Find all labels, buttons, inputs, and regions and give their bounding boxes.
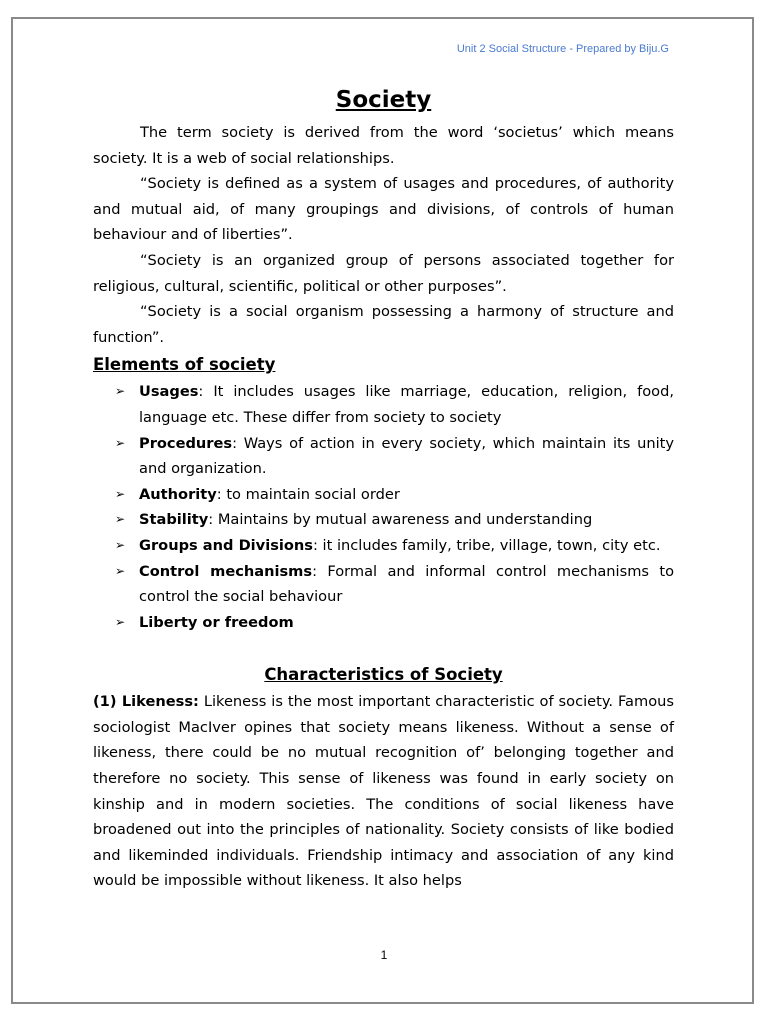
elements-heading: Elements of society	[93, 355, 276, 375]
item-term: Usages	[139, 383, 199, 401]
item-text: : to maintain social order	[216, 485, 400, 503]
elements-list	[93, 379, 674, 635]
intro-paragraph: “Society is defined as a system of usages and procedures, of authority and mutual aid, of many groupings and divisions, of controls of human behaviour and of liberties”.	[93, 175, 674, 244]
list-item	[93, 610, 674, 636]
arrow-bullet-icon: ➢	[115, 486, 126, 501]
item-term: Procedures	[139, 434, 233, 452]
likeness-label: (1) Likeness:	[93, 693, 199, 711]
arrow-bullet-icon: ➢	[115, 512, 126, 527]
header-note: Unit 2 Social Structure - Prepared by Biju.G	[456, 43, 669, 55]
likeness-paragraph	[93, 689, 674, 894]
arrow-bullet-icon: ➢	[115, 537, 126, 552]
list-item	[93, 431, 674, 482]
item-text: : Ways of action in every society, which maintain its unity and organization.	[139, 434, 674, 478]
likeness-text: Likeness is the most important characteristic of society. Famous sociologist MacIver opines that society means likeness. Without a sense of likeness, there could be no mutual recognition of’ belonging together and therefore no society. This sense of likeness was found in early society on kinship and in modern societies. The conditions of social likeness have broadened out into the principles of nationality. Society consists of like bodied and likeminded individuals. Friendship intimacy and association of any kind would be impossible without likeness. It also helps	[93, 693, 674, 890]
item-term: Groups and Divisions	[139, 536, 313, 554]
intro-paragraph: The term society is derived from the word ‘societus’ which means society. It is a web of social relationships.	[93, 124, 674, 167]
document-body	[93, 84, 674, 894]
item-text: : It includes usages like marriage, education, religion, food, language etc. These differ from society to society	[139, 383, 674, 426]
item-term: Stability	[139, 511, 209, 529]
intro-paragraph: “Society is a social organism possessing a harmony of structure and function”.	[93, 303, 674, 346]
list-item	[93, 379, 674, 430]
list-item	[93, 533, 674, 559]
item-text: : Maintains by mutual awareness and understanding	[208, 511, 593, 529]
item-term: Liberty or freedom	[139, 613, 294, 631]
arrow-bullet-icon: ➢	[115, 563, 126, 578]
list-item	[93, 482, 674, 508]
item-text: : it includes family, tribe, village, town, city etc.	[313, 536, 661, 554]
arrow-bullet-icon: ➢	[115, 384, 126, 399]
list-item	[93, 507, 674, 533]
page-title: Society	[335, 87, 432, 113]
intro-paragraph: “Society is an organized group of persons associated together for religious, cultural, scientific, political or other purposes”.	[93, 251, 674, 295]
arrow-bullet-icon: ➢	[115, 435, 126, 450]
arrow-bullet-icon: ➢	[115, 614, 126, 629]
item-term: Authority	[139, 485, 217, 503]
page-number: 1	[380, 948, 388, 962]
characteristics-heading: Characteristics of Society	[264, 665, 503, 685]
item-term: Control mechanisms	[139, 562, 313, 580]
item-text: : Formal and informal control mechanisms to control the social behaviour	[139, 562, 675, 606]
list-item	[93, 559, 674, 610]
